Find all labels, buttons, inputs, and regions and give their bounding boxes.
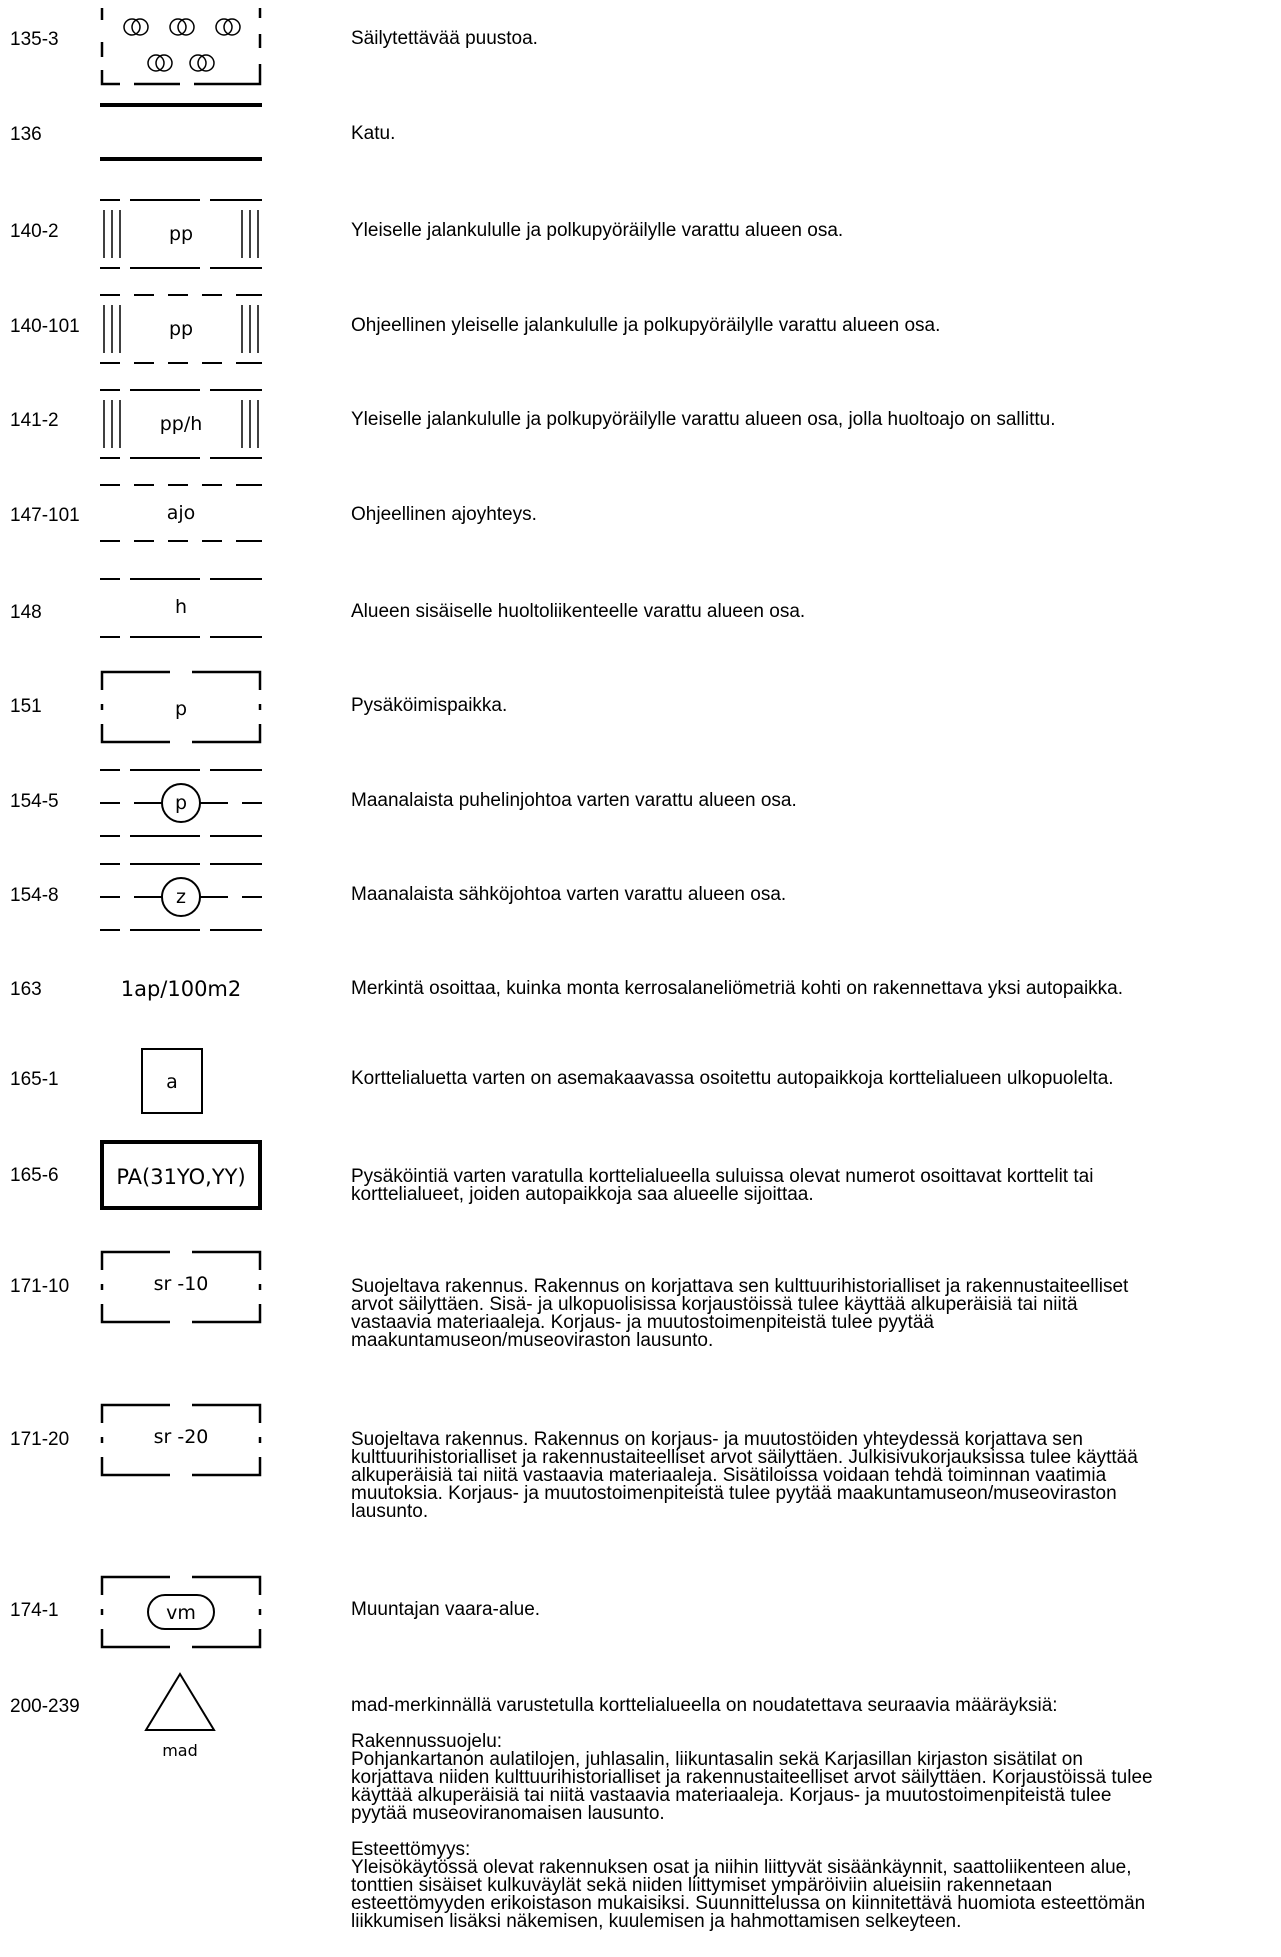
symbol-label: p — [174, 792, 188, 814]
off-site-parking-symbol — [100, 1048, 262, 1114]
description-200-239: mad-merkinnällä varustetulla korttelialueella on noudatettava seuraavia määräyksiä: Rakennussuojelu: Pohjankartanon aulatilojen, juhlasalin, liikuntasalin sekä Karjasillan kirjaston sisätilat on korjattava niiden kulttuurihistorialliset ja rakennustaiteelliset arvot säilyttäen. Korjaustöissä tulee käyttää alkuperäisiä tai niitä vastaavia materiaaleja. Korjaus- ja muutostoimenpiteistä tulee pyytää museoviranomaisen lausunto. Esteettömyys: Yleisökäytössä olevat rakennuksen osat ja niihin liittyvät sisäänkäynnit, saattoliikenteen alue, tonttien sisäiset kulkuväylät sekä niiden liittymiset ympäröiviin alueisiin rakennetaan esteettömyyden erikoistason mukaisiksi. Suunnittelussa on kiinnitettävä huomiota esteettömän liikkumisen lisäksi näkemisen, kuulemisen ja hahmottamisen selkeyteen. — [351, 1697, 1266, 1931]
transformer-danger-area-symbol — [100, 1575, 262, 1649]
parking-block-symbol — [100, 1140, 262, 1210]
description-151: Pysäköimispaikka. — [351, 695, 508, 716]
code-174-1: 174-1 — [10, 1600, 59, 1621]
symbol-label: mad — [162, 1741, 198, 1760]
code-154-5: 154-5 — [10, 791, 59, 812]
protected-building-sr20-symbol — [100, 1403, 262, 1477]
symbol-label: a — [166, 1071, 178, 1093]
code-151: 151 — [10, 696, 42, 717]
description-163: Merkintä osoittaa, kuinka monta kerrosalaneliömetriä kohti on rakennettava yksi autopaikka. — [351, 978, 1124, 999]
building-conservation-section: Rakennussuojelu: Pohjankartanon aulatilojen, juhlasalin, liikuntasalin sekä Karjasillan kirjaston sisätilat on korjattava niiden kulttuurihistorialliset ja rakennustaiteelliset arvot säilyttäen. Korjaustöissä tulee käyttää alkuperäisiä tai niitä vastaavia materiaaleja. Korjaus- ja muutostoimenpiteistä tulee pyytää museoviranomaisen lausunto. — [351, 1731, 1153, 1824]
code-141-2: 141-2 — [10, 410, 59, 431]
code-171-20: 171-20 — [10, 1429, 70, 1450]
mad-triangle-symbol — [100, 1672, 262, 1762]
code-171-10: 171-10 — [10, 1276, 70, 1297]
code-136: 136 — [10, 124, 42, 145]
pedestrian-service-area-symbol — [100, 388, 262, 460]
description-154-8: Maanalaista sähköjohtoa varten varattu alueen osa. — [351, 884, 787, 905]
symbol-label: pp — [168, 223, 194, 245]
symbol-label: pp/h — [159, 413, 203, 435]
code-140-2: 140-2 — [10, 221, 59, 242]
indicative-pedestrian-cycle-symbol — [100, 293, 262, 365]
symbol-label: z — [176, 886, 186, 908]
description-174-1: Muuntajan vaara-alue. — [351, 1599, 541, 1620]
parking-ratio-symbol — [100, 975, 262, 1003]
description-141-2: Yleiselle jalankululle ja polkupyöräilylle varattu alueen osa, jolla huoltoajo on sallittu. — [351, 409, 1056, 430]
symbol-label: PA(31YO,YY) — [116, 1165, 246, 1189]
service-traffic-symbol — [100, 577, 262, 639]
description-140-101: Ohjeellinen yleiselle jalankululle ja polkupyöräilylle varattu alueen osa. — [351, 315, 941, 336]
pedestrian-cycle-area-symbol — [100, 198, 262, 270]
code-147-101: 147-101 — [10, 505, 80, 526]
symbol-label: ajo — [166, 502, 196, 524]
description-154-5: Maanalaista puhelinjohtoa varten varattu alueen osa. — [351, 790, 797, 811]
symbol-label: sr -20 — [153, 1426, 209, 1448]
code-165-6: 165-6 — [10, 1165, 59, 1186]
code-148: 148 — [10, 602, 42, 623]
description-171-10: Suojeltava rakennus. Rakennus on korjattava sen kulttuurihistorialliset ja rakennustaiteelliset arvot säilyttäen. Sisä- ja ulkopuolisissa korjaustöissä tulee käyttää alkuperäisiä tai niitä vastaavia materiaaleja. Korjaus- ja muutostoimenpiteistä tulee pyytää maakuntamuseon/museoviraston lausunto. — [351, 1276, 1129, 1351]
description-171-20: Suojeltava rakennus. Rakennus on korjaus- ja muutostöiden yhteydessä korjattava sen kulttuurihistorialliset ja rakennustaiteelliset arvot säilyttäen. Julkisivukorjauksissa tulee käyttää alkuperäisiä tai niitä vastaavia materiaaleja. Sisätiloissa voidaan tehdä toiminnan vaatimia muutoksia. Korjaus- ja muutostoimenpiteistä tulee pyytää maakuntamuseon/museoviraston lausunto. — [351, 1429, 1138, 1522]
description-140-2: Yleiselle jalankululle ja polkupyöräilylle varattu alueen osa. — [351, 220, 844, 241]
code-140-101: 140-101 — [10, 316, 80, 337]
code-135-3: 135-3 — [10, 29, 59, 50]
code-154-8: 154-8 — [10, 885, 59, 906]
symbol-label: p — [174, 698, 188, 720]
code-200-239: 200-239 — [10, 1696, 80, 1717]
symbol-label: vm — [166, 1602, 196, 1624]
protected-building-sr10-symbol — [100, 1250, 262, 1324]
description-165-1: Korttelialuetta varten on asemakaavassa osoitettu autopaikkoja korttelialueen ulkopuolelta. — [351, 1068, 1114, 1089]
description-135-3: Säilytettävää puustoa. — [351, 28, 538, 49]
symbol-label: h — [174, 596, 188, 618]
symbol-label: pp — [168, 318, 194, 340]
description-147-101: Ohjeellinen ajoyhteys. — [351, 504, 537, 525]
accessibility-section: Esteettömyys: Yleisökäytössä olevat rakennuksen osat ja niihin liittyvät sisäänkäynnit, saattoliikenteen alue, tonttien sisäiset kulkuväylät sekä niiden liittymiset ympäröiviin alueisiin rakennetaan esteettömyyden erikoistason mukaisiksi. Suunnittelussa on kiinnitettävä huomiota esteettömän liikkumisen lisäksi näkemisen, kuulemisen ja hahmottamisen selkeyteen. — [351, 1839, 1146, 1932]
code-163: 163 — [10, 979, 42, 1000]
indicative-driveway-symbol — [100, 483, 262, 543]
symbol-label: sr -10 — [153, 1273, 209, 1295]
street-symbol — [100, 102, 262, 162]
parking-place-symbol — [100, 670, 262, 744]
preserved-trees-symbol — [100, 8, 262, 84]
description-165-6: Pysäköintiä varten varatulla korttelialueella suluissa olevat numerot osoittavat korttelit tai korttelialueet, joiden autopaikkoja saa alueelle sijoittaa. — [351, 1166, 1094, 1205]
power-line-symbol — [100, 862, 262, 932]
symbol-label: 1ap/100m2 — [120, 977, 242, 1001]
code-165-1: 165-1 — [10, 1069, 59, 1090]
description-136: Katu. — [351, 123, 396, 144]
phone-line-symbol — [100, 768, 262, 838]
description-148: Alueen sisäiselle huoltoliikenteelle varattu alueen osa. — [351, 601, 806, 622]
